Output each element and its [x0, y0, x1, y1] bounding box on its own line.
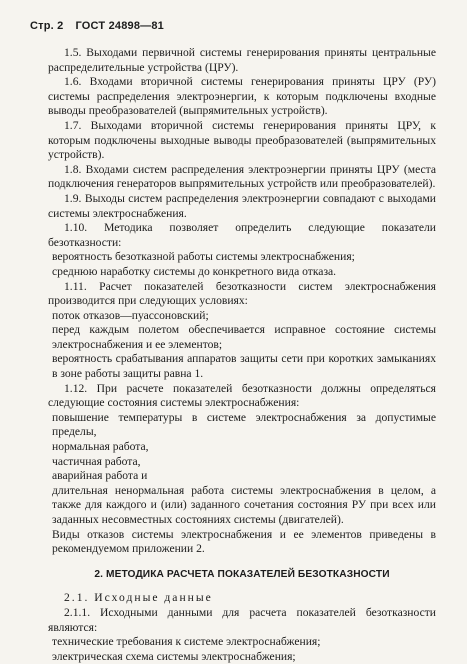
list-item: частичная работа,: [52, 454, 141, 468]
section-heading: 2. МЕТОДИКА РАСЧЕТА ПОКАЗАТЕЛЕЙ БЕЗОТКАЗНОСТИ: [94, 568, 390, 580]
paragraph-1-12: 1.12. При расчете показателей безотказности должны определяться следующие состояния системы электроснабжения:: [48, 381, 436, 410]
list-item: среднюю наработку системы до конкретного вида отказа.: [52, 264, 337, 278]
list-item: поток отказов—пуассоновский;: [52, 308, 209, 322]
list-item: длительная ненормальная работа системы электроснабжения в целом, а также для каждого и (или) заданного сочетания состояния РУ при всех или заданных несовместных состояниях системы (двигателей).: [52, 483, 436, 526]
document-body: [48, 46, 436, 664]
list-item: электрическая схема системы электроснабжения;: [52, 649, 296, 663]
list-item: аварийная работа и: [52, 469, 148, 483]
paragraph-1-6: 1.6. Входами вторичной системы генерирования приняты ЦРУ (РУ) системы распределения электроэнергии, к которым подключены входные выводы преобразователей (выпрямительных устройств).: [48, 75, 436, 118]
paragraph-1-5: 1.5. Выходами первичной системы генерирования приняты центральные распределительные устройства (ЦРУ).: [48, 46, 436, 74]
paragraph-1-10: 1.10. Методика позволяет определить следующие показатели безотказности:: [48, 221, 436, 249]
list-item: повышение температуры в системе электроснабжения за допустимые пределы,: [52, 410, 436, 439]
list-item: технические требования к системе электроснабжения;: [52, 635, 321, 649]
paragraph-1-7: 1.7. Выходами вторичной системы генерирования приняты ЦРУ, к которым подключены выходные выводы преобразователей (выпрямительных устройств).: [48, 118, 436, 162]
list-item: нормальная работа,: [52, 440, 149, 454]
page-header: [30, 20, 164, 32]
list-item: вероятность срабатывания аппаратов защиты сети при коротких замыканиях в зоне работы защиты равна 1.: [52, 352, 436, 381]
standard-designation: ГОСТ 24898—81: [75, 20, 165, 32]
paragraph-appendix-ref: Виды отказов системы электроснабжения и ее элементов приведены в рекомендуемом приложении 2.: [52, 527, 436, 556]
paragraph-1-11: 1.11. Расчет показателей безотказности систем электроснабжения производится при следующих условиях:: [48, 279, 436, 308]
paragraph-2-1-1: 2.1.1. Исходными данными для расчета показателей безотказности являются:: [48, 605, 436, 634]
list-item: вероятность безотказной работы системы электроснабжения;: [52, 250, 355, 264]
list-item: перед каждым полетом обеспечивается исправное состояние системы электроснабжения и ее элементов;: [52, 323, 436, 351]
paragraph-1-8: 1.8. Входами систем распределения электроэнергии приняты ЦРУ (места подключения генераторов выпрямительных устройств или преобразователей).: [48, 162, 436, 191]
paragraph-1-9: 1.9. Выходы систем распределения электроэнергии совпадают с выходами системы электроснабжения.: [48, 191, 436, 220]
page-number: Стр. 2: [30, 20, 64, 32]
subsection-title-text: 2.1. Исходные данные: [64, 591, 213, 605]
subsection-title: [48, 591, 436, 606]
